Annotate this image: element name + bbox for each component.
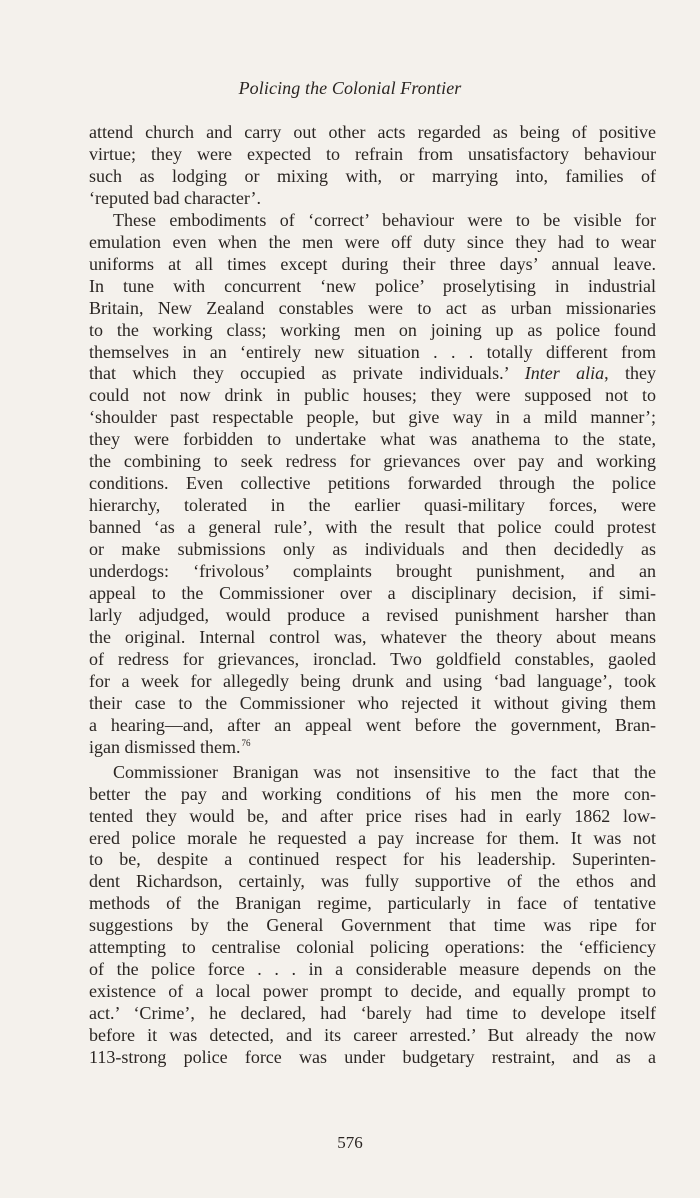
text-segment: Britain, New Zealand constables were to act as urban missionaries <box>89 297 656 318</box>
text-segment: , they <box>604 363 656 384</box>
text-segment: banned ‘as a general rule’, with the result that police could protest <box>89 517 656 538</box>
italic-phrase: Inter alia <box>524 363 605 384</box>
text-line <box>89 1047 656 1069</box>
text-segment: could not now drink in public houses; they were supposed not to <box>89 385 656 406</box>
text-line <box>89 166 656 188</box>
page-number: 576 <box>337 1133 363 1152</box>
text-line <box>89 363 656 385</box>
text-line <box>89 517 656 539</box>
text-segment: themselves in an ‘entirely new situation . . . totally different from <box>89 341 656 362</box>
text-line <box>89 407 656 429</box>
text-line <box>89 1003 656 1025</box>
text-segment: better the pay and working conditions of his men the more con- <box>89 783 656 804</box>
text-line <box>89 806 656 828</box>
text-segment: act.’ ‘Crime’, he declared, had ‘barely had time to develope itself <box>89 1003 656 1024</box>
text-line <box>89 784 656 806</box>
text-line <box>89 693 656 715</box>
text-segment: ered police morale he requested a pay increase for them. It was not <box>89 827 656 848</box>
text-line <box>89 1025 656 1047</box>
text-segment: hierarchy, tolerated in the earlier quasi-military forces, were <box>89 495 656 516</box>
text-line <box>89 715 656 737</box>
text-segment: emulation even when the men were off duty since they had to wear <box>89 231 656 252</box>
body-text <box>89 122 656 1069</box>
text-line <box>89 276 656 298</box>
text-line <box>89 298 656 320</box>
text-segment: attempting to centralise colonial policing operations: the ‘efficiency <box>89 937 656 958</box>
text-line <box>89 828 656 850</box>
text-line <box>89 254 656 276</box>
text-segment: larly adjudged, would produce a revised punishment harsher than <box>89 604 656 625</box>
text-segment: underdogs: ‘frivolous’ complaints brought punishment, and an <box>89 561 656 582</box>
text-line <box>89 144 656 166</box>
text-segment: to the working class; working men on joining up as police found <box>89 319 656 340</box>
text-line <box>89 849 656 871</box>
text-line <box>89 981 656 1003</box>
text-segment: of redress for grievances, ironclad. Two goldfield constables, gaoled <box>89 648 656 669</box>
text-line <box>89 583 656 605</box>
text-segment: for a week for allegedly being drunk and using ‘bad language’, took <box>89 670 656 691</box>
text-segment: conditions. Even collective petitions forwarded through the police <box>89 473 656 494</box>
text-segment: existence of a local power prompt to decide, and equally prompt to <box>89 981 656 1002</box>
text-line <box>89 232 656 254</box>
text-segment: to be, despite a continued respect for his leadership. Superinten- <box>89 849 656 870</box>
text-segment: ‘shoulder past respectable people, but give way in a mild manner’; <box>89 407 656 428</box>
text-segment: These embodiments of ‘correct’ behaviour were to be visible for <box>113 209 656 230</box>
text-segment: uniforms at all times except during their three days’ annual leave. <box>89 253 656 274</box>
text-segment: suggestions by the General Government that time was ripe for <box>89 915 656 936</box>
text-segment: such as lodging or mixing with, or marrying into, families of <box>89 165 656 186</box>
text-segment: dent Richardson, certainly, was fully supportive of the ethos and <box>89 871 656 892</box>
text-segment: of the police force . . . in a considerable measure depends on the <box>89 959 656 980</box>
text-segment: attend church and carry out other acts regarded as being of positive <box>89 122 656 142</box>
text-segment: a hearing—and, after an appeal went before the government, Bran- <box>89 714 656 735</box>
text-line <box>89 605 656 627</box>
text-line <box>89 188 656 210</box>
text-segment: methods of the Branigan regime, particularly in face of tentative <box>89 893 656 914</box>
text-segment: the original. Internal control was, whatever the theory about means <box>89 626 656 647</box>
text-segment: or make submissions only as individuals and then decidedly as <box>89 539 656 560</box>
text-line <box>89 649 656 671</box>
text-segment: tented they would be, and after price rises had in early 1862 low- <box>89 805 656 826</box>
text-line <box>89 342 656 364</box>
text-line <box>89 473 656 495</box>
text-line <box>89 915 656 937</box>
text-segment: In tune with concurrent ‘new police’ proselytising in industrial <box>89 275 656 296</box>
text-segment: virtue; they were expected to refrain from unsatisfactory behaviour <box>89 143 656 164</box>
text-segment: Commissioner Branigan was not insensitive to the fact that the <box>113 761 656 782</box>
text-line <box>89 627 656 649</box>
text-segment: ‘reputed bad character’. <box>89 187 262 208</box>
text-line <box>89 385 656 407</box>
text-segment: before it was detected, and its career arrested.’ But already the now <box>89 1025 656 1046</box>
text-line <box>89 561 656 583</box>
text-segment: the combining to seek redress for grievances over pay and working <box>89 451 656 472</box>
text-segment: igan dismissed them. <box>89 736 241 757</box>
text-line <box>89 937 656 959</box>
running-head-title: Policing the Colonial Frontier <box>238 78 462 98</box>
text-segment: their case to the Commissioner who rejected it without giving them <box>89 692 656 713</box>
text-line <box>89 893 656 915</box>
text-line <box>89 959 656 981</box>
text-line <box>89 671 656 693</box>
text-line <box>89 495 656 517</box>
text-segment: appeal to the Commissioner over a disciplinary decision, if simi- <box>89 583 656 604</box>
text-line <box>89 451 656 473</box>
text-line <box>89 429 656 451</box>
footnote-marker: 76 <box>241 737 251 748</box>
text-segment: they were forbidden to undertake what was anathema to the state, <box>89 429 656 450</box>
text-line <box>89 539 656 561</box>
text-line <box>89 122 656 144</box>
text-line <box>89 871 656 893</box>
text-segment: that which they occupied as private individuals.’ <box>89 363 525 384</box>
text-segment: 113-strong police force was under budgetary restraint, and as a <box>89 1047 656 1068</box>
text-line <box>89 762 656 784</box>
text-line <box>89 737 656 762</box>
text-line <box>89 210 656 232</box>
text-line <box>89 320 656 342</box>
